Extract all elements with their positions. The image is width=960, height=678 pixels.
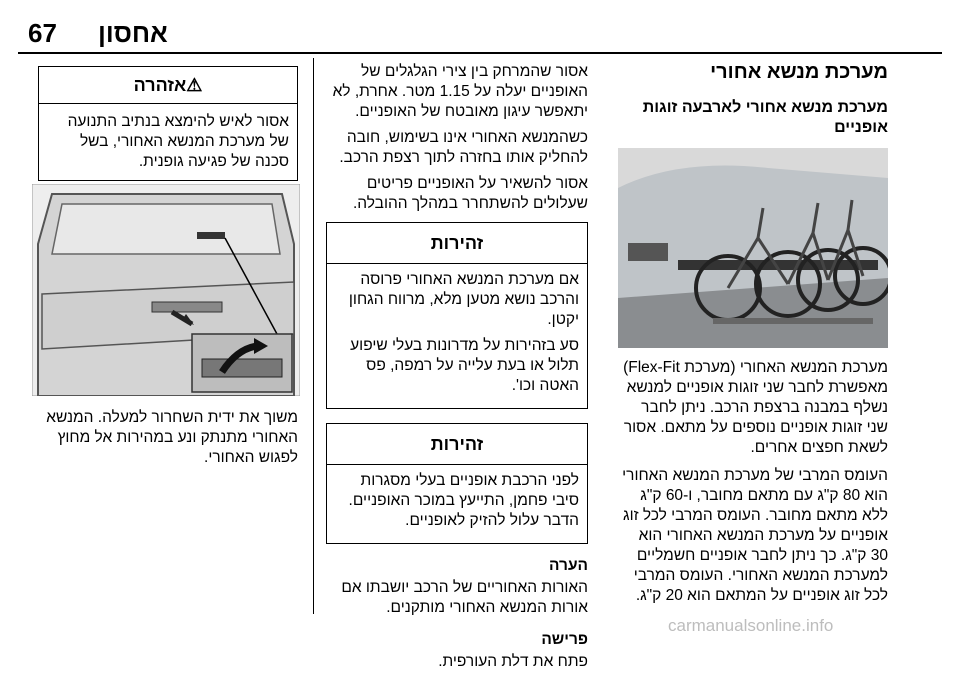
section-heading: מערכת מנשא אחורי: [710, 61, 888, 83]
carrier-load-info: העומס המרבי של מערכת המנשא האחורי הוא 80 ק"ג עם מתאם מחובר, ו-60 ק"ג ללא מתאם מחובר. העומס המרבי לכל זוג אופניים על מערכת המנשא האחורי הוא 30 ק"ג. כך ניתן לחבר אופניים חשמליים למערכת המנשא האחורי. העומס המרבי לכל זוג אופניים על המתאם הוא 20 ק"ג.: [622, 467, 888, 604]
bicycle-carrier-photo: [618, 148, 888, 348]
header-rule: [18, 52, 942, 54]
note-heading: הערה: [549, 557, 588, 574]
caution-box-carbon: [326, 423, 588, 544]
bicycle-carrier-illustration: [618, 148, 888, 348]
warning-box: [38, 66, 298, 181]
caution-text: לפני הרכבת אופניים בעלי מסגרות סיבי פחמן, התייעץ במוכר האופניים. הדבר עלול להזיק לאופניים.: [348, 472, 579, 529]
column-divider: [313, 58, 314, 614]
caution-title: זהירות: [327, 223, 587, 264]
caution-title: זהירות: [327, 424, 587, 465]
page-number: 67: [28, 18, 57, 48]
left-column: [38, 66, 298, 181]
section-title: אחסון: [98, 18, 168, 48]
right-column: [618, 62, 888, 606]
middle-column: [326, 62, 588, 678]
release-caption: [38, 408, 298, 468]
subsection-heading: מערכת מנשא אחורי לארבעה זוגות אופניים: [642, 99, 888, 136]
release-caption-text: משוך את ידית השחרור למעלה. המנשא האחורי מתנתק ונע במהירות אל מחוץ לפגוש האחורי.: [46, 409, 298, 466]
warning-title: ⚠אזהרה: [39, 67, 297, 104]
caution-text: אם מערכת המנשא האחורי פרוסה והרכב נושא מטען מלא, מרווח הגחון יקטן.: [348, 271, 579, 328]
unfold-heading: פרישה: [541, 631, 588, 648]
watermark: carmanualsonline.info: [668, 616, 834, 635]
stow-instruction-text: כשהמנשא האחורי אינו בשימוש, חובה להחליק אותו בחזרה לתוך רצפת הרכב.: [339, 129, 588, 166]
warning-text: אסור לאיש להימצא בנתיב התנועה של מערכת המנשא האחורי, בשל סכנה של פגיעה גופנית.: [67, 113, 289, 170]
note-text: האורות האחוריים של הרכב יושבתו אם אורות המנשא האחורי מותקנים.: [341, 579, 588, 616]
loose-items-text: אסור להשאיר על האופניים פריטים שעלולים להשתחרר במהלך ההובלה.: [352, 175, 588, 212]
release-handle-illustration: [32, 184, 300, 396]
carrier-description: מערכת המנשא האחורי (מערכת Flex-Fit) מאפשרת לחבר שני זוגות אופניים למנשא נשלף במבנה ברצפת הרכב. ניתן לחבר שני זוגות אופניים נוספים על מתאם. אסור לשאת חפצים אחרים.: [623, 359, 888, 456]
unfold-text: פתח את דלת העורפית.: [438, 653, 588, 670]
caution-text: סע בזהירות על מדרונות בעלי שיפוע תלול או בעת עלייה על רמפה, פס האטה וכו'.: [350, 337, 579, 394]
wheelbase-limit-text: אסור שהמרחק בין צירי הגלגלים של האופניים יעלה על 1.15 מטר. אחרת, לא יתאפשר עיגון מאובטח של האופניים.: [332, 63, 588, 120]
caution-box-clearance: [326, 222, 588, 409]
